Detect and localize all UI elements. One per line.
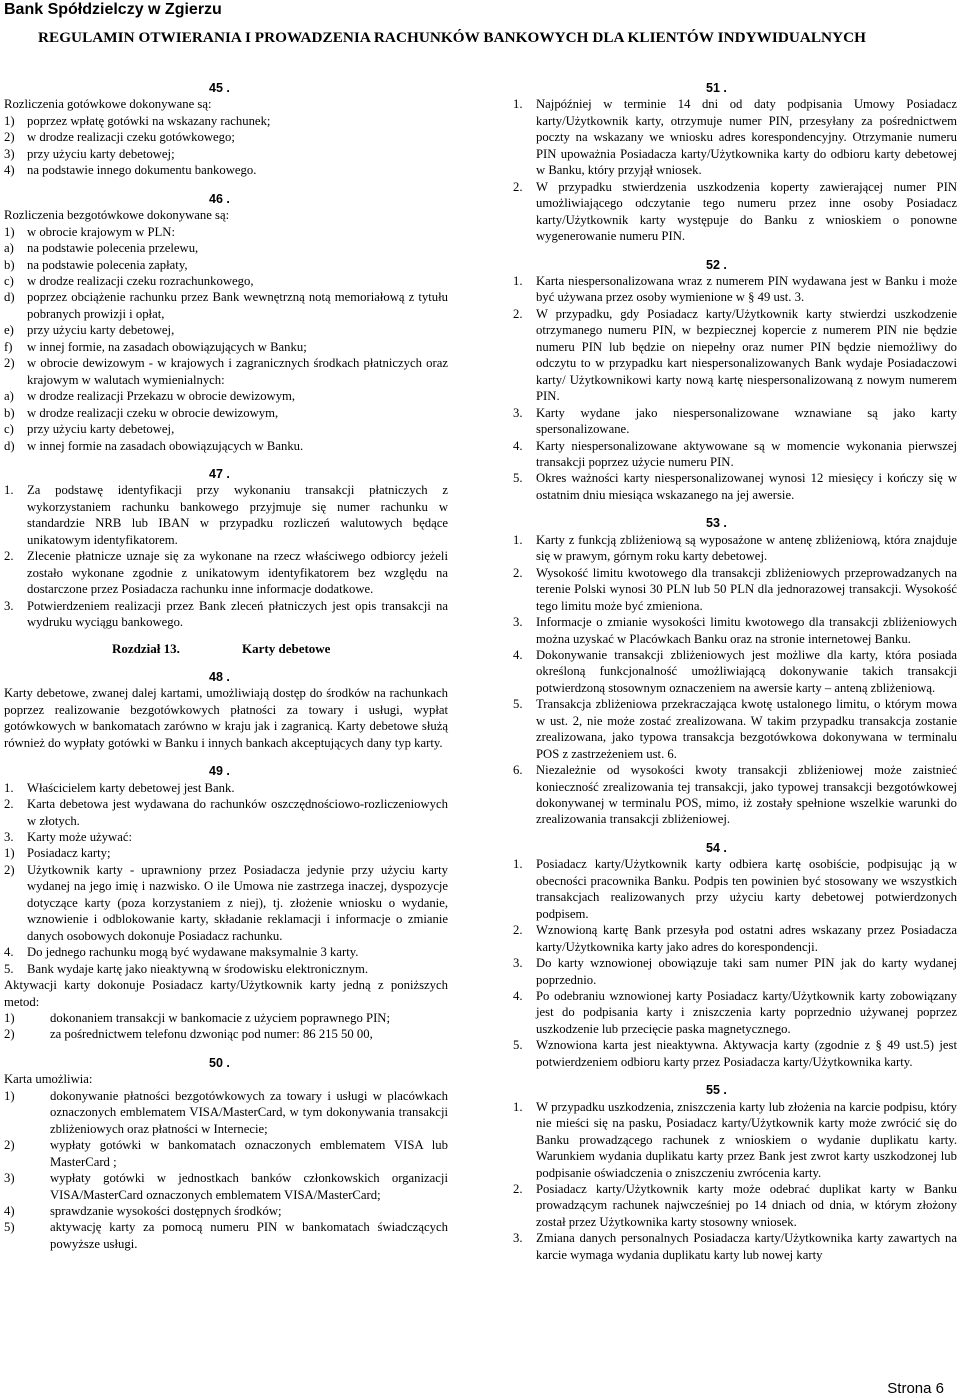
list-item: 4) sprawdzanie wysokości dostępnych środków; bbox=[4, 1204, 282, 1218]
list-item: 2) w obrocie dewizowym - w krajowych i zagranicznych środkach płatniczych oraz krajowym w walutach wymienialnych: bbox=[4, 356, 448, 387]
list-item: 2. Karta debetowa jest wydawana do rachunków oszczędnościowo-rozliczeniowych w złotych. bbox=[4, 797, 448, 828]
list-item: a) w drodze realizacji Przekazu w obrocie dewizowym, bbox=[4, 389, 296, 404]
article-48-text: Karty debetowe, zwanej dalej kartami, umożliwiają dostęp do środków na rachunkach poprzez realizowanie bezgotówkowych płatności za towary i usługi, wypłat gotówkowych w bankomatach zarówno w kraju jak i zagranicą. Karty debetowe służą również do wypłaty gotówki w Banku i innych bankach akceptujących dany typ karty. bbox=[4, 686, 448, 750]
list-item: 5. Bank wydaje kartę jako nieaktywną w środowisku elektronicznym. bbox=[4, 961, 369, 976]
list-item: 1. Za podstawę identyfikacji przy wykonaniu transakcji płatniczych z wykorzystaniem rachunku bankowego przyjmuje się numer rachunku w standardzie NRB lub IBAN w przypadku rozliczeń walutowych będące unikatowym identyfikatorem. bbox=[4, 483, 448, 547]
list-item: 1. Posiadacz karty/Użytkownik karty odbiera kartę osobiście, podpisując ją w obecności pracownika Banku. Podpis ten powinien być stosowany we wszystkich transakcjach realizowanych przy użyciu karty debetowej potwierdzonych podpisem. bbox=[513, 857, 957, 921]
regulation-title: REGULAMIN OTWIERANIA I PROWADZENIA RACHUNKÓW BANKOWYCH DLA KLIENTÓW INDYWIDUALNYCH bbox=[38, 29, 866, 46]
list-item: 5. Okres ważności karty niespersonalizowanej wynosi 12 miesięcy i kończy się w ostatnim dniu miesiąca wskazanego na jej awersie. bbox=[513, 471, 957, 502]
article-47-title: 47 . bbox=[209, 466, 230, 481]
list-item: 1) dokonaniem transakcji w bankomacie z użyciem poprawnego PIN; bbox=[4, 1011, 390, 1026]
list-item: 1) w obrocie krajowym w PLN: bbox=[4, 224, 175, 239]
article-46-title: 46 . bbox=[209, 191, 230, 206]
article-50-title: 50 . bbox=[209, 1055, 230, 1070]
list-item: c) przy użyciu karty debetowej, bbox=[4, 422, 175, 437]
list-item: 4. Po odebraniu wznowionej karty Posiadacz karty/Użytkownik karty zobowiązany jest do podpisania karty i zniszczenia karty poprzednio używanej poprzez uszkodzenie lub przecięcie paska magnetycznego. bbox=[513, 989, 957, 1036]
list-item: 6. Niezależnie od wysokości kwoty transakcji zbliżeniowej może zaistnieć konieczność zrealizowania tej transakcji, jako typowej transakcji bezgotówkowej dokonywanej w terminalu POS, mimo, iż zostały spełnione wszelkie warunki do zrealizowania transakcji zbliżeniowej. bbox=[513, 763, 957, 827]
list-item: 3) wypłaty gotówki w jednostkach banków członkowskich organizacji VISA/MasterCard oznaczonych emblematem VISA/MasterCard; bbox=[4, 1171, 448, 1202]
list-item: 1) Posiadacz karty; bbox=[4, 846, 111, 861]
list-item: a) na podstawie polecenia przelewu, bbox=[4, 241, 199, 256]
list-item: 2) wypłaty gotówki w bankomatach oznaczonych emblematem VISA lub MasterCard ; bbox=[4, 1138, 448, 1169]
chapter-label: Rozdział 13. bbox=[112, 640, 180, 656]
list-item: 1) dokonywanie płatności bezgotówkowych za towary i usługi w placówkach oznaczonych emblematem VISA/MasterCard, w tym dokonywania transakcji zbliżeniowych oraz płatności w Internecie; bbox=[4, 1088, 448, 1136]
list-item: f) w innej formie, na zasadach obowiązujących w Banku; bbox=[4, 339, 307, 354]
list-item: 3. Do karty wznowionej obowiązuje taki sam numer PIN jak do karty wydanej poprzednio. bbox=[513, 956, 957, 987]
list-item: 1. Karty z funkcją zbliżeniową są wyposażone w antenę zbliżeniową, która znajduje się w prawym, górnym roku karty debetowej. bbox=[513, 532, 957, 564]
list-item: 1. Najpóźniej w terminie 14 dni od daty podpisania Umowy Posiadacz karty/Użytkownik karty, otrzymuje numer PIN, przesyłany za pośrednictwem poczty na wskazany we wniosku adres korespondencyjny. Otrzymanie numeru PIN upoważnia Posiadacza karty/Użytkownika karty do odbioru karty debetowej w Banku, który przyjął wniosek. bbox=[513, 97, 957, 178]
list-item: 2. Wysokość limitu kwotowego dla transakcji zbliżeniowych przeprowadzanych na terenie Polski wynosi 30 PLN lub 50 PLN dla jednorazowej transakcji. Wysokość tego limitu może być zmieniona. bbox=[513, 565, 957, 613]
article-48-title: 48 . bbox=[209, 669, 230, 684]
list-item: c) w drodze realizacji czeku rozrachunkowego, bbox=[4, 273, 254, 288]
list-item: 3. Potwierdzeniem realizacji przez Bank zleceń płatniczych jest opis transakcji na wydruku wyciągu bankowego. bbox=[4, 598, 448, 630]
chapter-heading bbox=[112, 641, 448, 657]
list-item: 3. Informacje o zmianie wysokości limitu kwotowego dla transakcji zbliżeniowych można uzyskać w Placówkach Banku oraz na stronie internetowej Banku. bbox=[513, 615, 957, 646]
list-item: 1. Właścicielem karty debetowej jest Bank. bbox=[4, 780, 235, 795]
article-45-intro: Rozliczenia gotówkowe dokonywane są: bbox=[4, 97, 212, 112]
article-53-title: 53 . bbox=[706, 516, 727, 531]
article-54-title: 54 . bbox=[706, 840, 727, 855]
list-item: d) poprzez obciążenie rachunku przez Bank wewnętrzną notą memoriałową z tytułu pobranych prowizji i opłat, bbox=[4, 290, 448, 321]
list-item: d) w innej formie na zasadach obowiązujących w Banku. bbox=[4, 438, 304, 453]
list-item: 2) w drodze realizacji czeku gotówkowego; bbox=[4, 130, 235, 145]
list-item: 1. W przypadku uszkodzenia, zniszczenia karty lub złożenia na karcie podpisu, który nie mieści się na pasku, Posiadacz karty/Użytkownik karty może zwrócić się do Banku prowadzącego rachunek z wnioskiem o wydanie duplikatu karty. Warunkiem wydania duplikatu karty przez Bank jest zwrot karty uszkodzonej lub podpisanie oświadczenia o zniszczeniu zwrócenia karty. bbox=[513, 1099, 957, 1180]
left-column bbox=[4, 80, 448, 1252]
list-item: 1. Karta niespersonalizowana wraz z numerem PIN wydawana jest w Banku i może być używana przez osoby wymienione w § 49 ust. 3. bbox=[513, 273, 957, 305]
list-item: 4) na podstawie innego dokumentu bankowego. bbox=[4, 163, 257, 178]
list-item: 1) poprzez wpłatę gotówki na wskazany rachunek; bbox=[4, 113, 271, 128]
article-46-intro: Rozliczenia bezgotówkowe dokonywane są: bbox=[4, 208, 230, 223]
list-item: 2. Zlecenie płatnicze uznaje się za wykonane na rzecz właściwego odbiorcy jeżeli zostało wykonane zgodnie z unikatowym identyfikatorem bez względu na dostarczone przez Posiadacza rachunku inne informacje dodatkowe. bbox=[4, 549, 448, 597]
list-item: 3. Zmiana danych personalnych Posiadacza karty/Użytkownika karty zawartych na karcie wymaga wydania duplikatu karty lub nowej karty bbox=[513, 1231, 957, 1262]
list-item: 2. W przypadku stwierdzenia uszkodzenia koperty zawierającej numer PIN umożliwiającego odczytanie tego numeru przez inne osoby Posiadacz karty/Użytkownik karty występuje do Banku z wnioskiem o ponowne wygenerowanie numeru PIN. bbox=[513, 179, 957, 244]
bank-name: Bank Spółdzielczy w Zgierzu bbox=[4, 1, 222, 18]
list-item: 2. Posiadacz karty/Użytkownik karty może odebrać duplikat karty w Banku prowadzącym rachunek najwcześniej po 14 dniach od dnia, w którym złożony został przez Użytkownika karty stosowny wniosek. bbox=[513, 1182, 957, 1229]
page-number: Strona 6 bbox=[887, 1380, 944, 1397]
list-item: 5. Transakcja zbliżeniowa przekraczająca kwotę ustalonego limitu, o którym mowa w ust. 2, nie może zostać zrealizowana. W takim przypadku transakcja zostanie zrealizowana, jako typowa transakcja bezgotówkowa dokonywana w terminalu POS z zastrzeżeniem ust. 6. bbox=[513, 697, 957, 761]
list-item: 3) przy użyciu karty debetowej; bbox=[4, 146, 175, 161]
list-item: b) w drodze realizacji czeku w obrocie dewizowym, bbox=[4, 405, 279, 420]
list-item: 4. Karty niespersonalizowane aktywowane są w momencie wykonania pierwszej transakcji poprzez użycie numeru PIN. bbox=[513, 438, 957, 469]
list-item: 4. Do jednego rachunku mogą być wydawane maksymalnie 3 karty. bbox=[4, 945, 359, 960]
list-item: 2) za pośrednictwem telefonu dzwoniąc pod numer: 86 215 50 00, bbox=[4, 1027, 373, 1042]
right-column bbox=[513, 80, 957, 1263]
article-51-title: 51 . bbox=[706, 81, 727, 95]
chapter-title: Karty debetowe bbox=[242, 640, 331, 656]
list-item: 3. Karty wydane jako niespersonalizowane wznawiane są jako karty spersonalizowane. bbox=[513, 405, 957, 437]
list-item: 4. Dokonywanie transakcji zbliżeniowych jest możliwe dla karty, która posiada określoną funkcjonalność umożliwiającą dokonywanie takich transakcji potwierdzoną stosownym oznaczeniem na awersie karty – anteną zbliżeniową. bbox=[513, 647, 957, 695]
list-item: 2. W przypadku, gdy Posiadacz karty/Użytkownik karty stwierdzi uszkodzenie otrzymanego numeru PIN, w bezpiecznej kopercie z numerem PIN nie będzie numeru PIN lub będzie on niepełny oraz numer PIN będzie niemożliwy do odczytu to w przypadku kart niespersonalizowanych Bank wydaje Posiadaczowi karty/ Użytkownikowi karty nową kartę niespersonalizowaną z nowym numerem PIN. bbox=[513, 306, 957, 404]
list-item: 3. Karty może używać: bbox=[4, 830, 132, 845]
article-50-intro: Karta umożliwia: bbox=[4, 1072, 93, 1087]
list-item: b) na podstawie polecenia zapłaty, bbox=[4, 257, 188, 272]
list-item: 5. Wznowiona karta jest nieaktywna. Aktywacja karty (zgodnie z § 49 ust.5) jest potwierdzeniem odbioru karty przez Posiadacza karty/Użytkownika karty. bbox=[513, 1038, 957, 1069]
list-item: 2) Użytkownik karty - uprawniony przez Posiadacza jedynie przy użyciu karty wydanej na jego imię i nazwisko. O ile Umowa nie zastrzega inaczej, dyspozycje dotyczące karty (poza korzystaniem z niej), tj. złożenie wniosku o wydanie, wznowienie i odblokowanie karty, składanie reklamacji i informacje o zmianie danych osobowych dokonuje Posiadacz rachunku. bbox=[4, 862, 448, 943]
article-52-title: 52 . bbox=[706, 257, 727, 272]
document-header bbox=[4, 0, 954, 47]
list-item: 5) aktywację karty za pomocą numeru PIN w bankomatach świadczących powyższe usługi. bbox=[4, 1220, 448, 1251]
list-item: 2. Wznowioną kartę Bank przesyła pod ostatni adres wskazany przez Posiadacza karty/Użytkownika karty jako adres do korespondencji. bbox=[513, 923, 957, 954]
list-item: e) przy użyciu karty debetowej, bbox=[4, 323, 175, 338]
article-55-title: 55 . bbox=[706, 1083, 727, 1098]
article-45-title: 45 . bbox=[209, 81, 230, 95]
activation-text: Aktywacji karty dokonuje Posiadacz karty/Użytkownik karty jedną z poniższych metod: bbox=[4, 978, 448, 1009]
article-49-title: 49 . bbox=[209, 764, 230, 779]
